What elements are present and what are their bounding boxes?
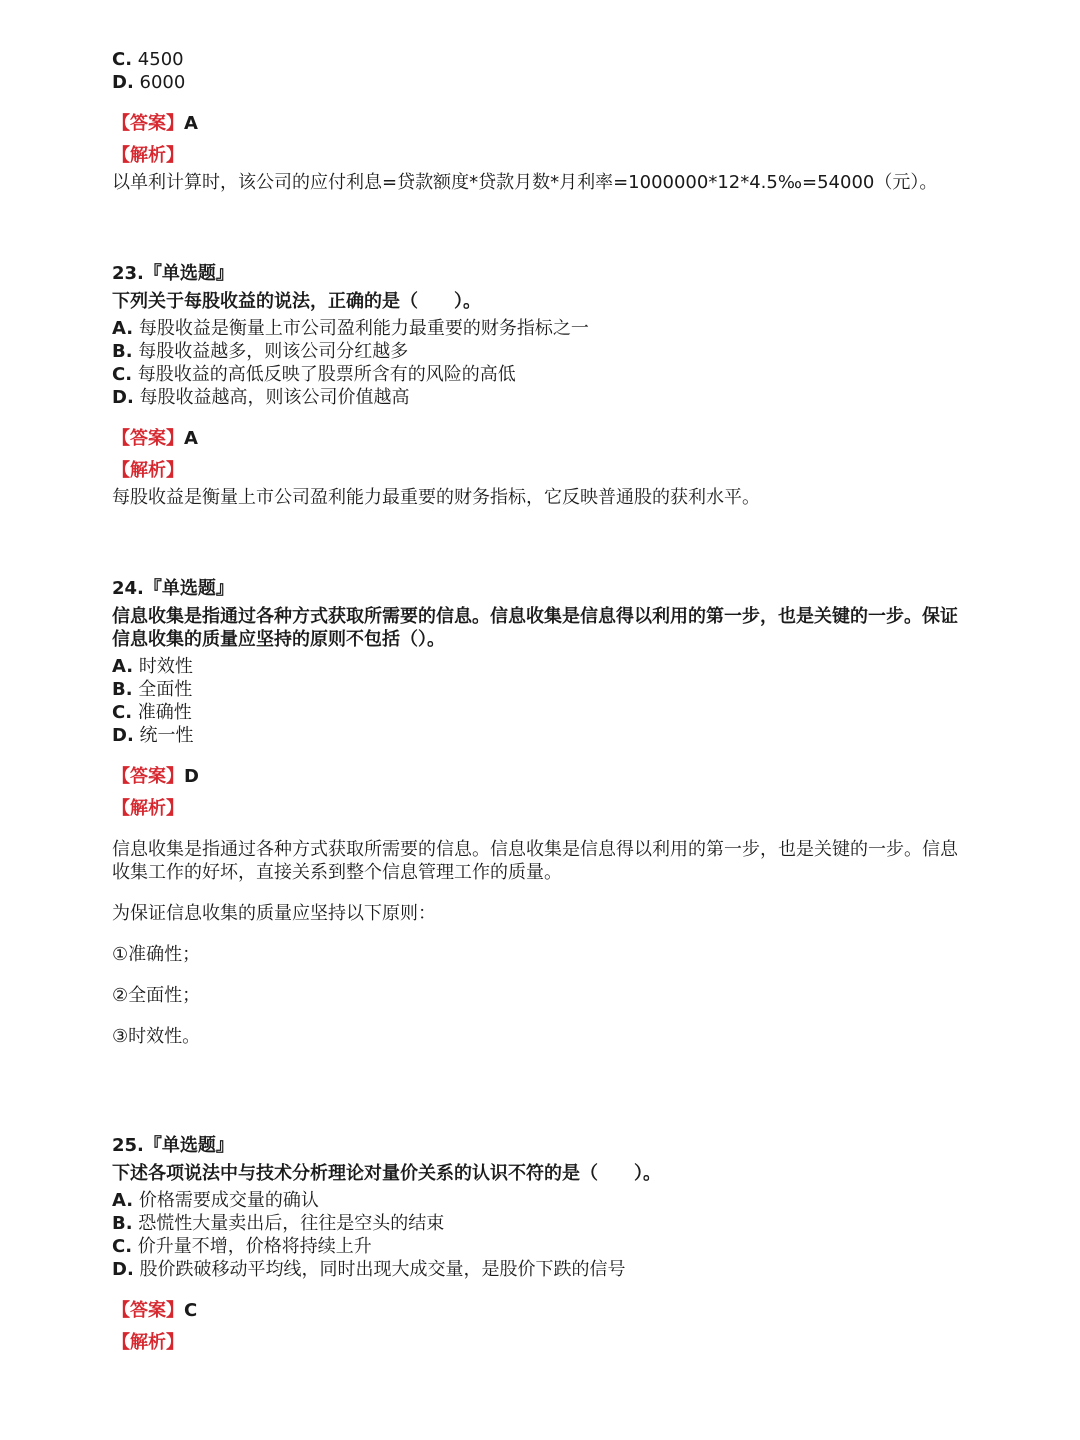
principle-item: ③时效性。 xyxy=(112,1026,201,1047)
explain-label: 【解析】 xyxy=(112,798,184,819)
explain-label: 【解析】 xyxy=(112,1332,184,1353)
option-c: C. 价升量不增，价格将持续上升 xyxy=(112,1236,372,1257)
option-d: D. 股价跌破移动平均线，同时出现大成交量，是股价下跌的信号 xyxy=(112,1259,626,1280)
answer-line xyxy=(112,427,198,450)
question-title: 24.『单选题』 xyxy=(112,578,234,599)
option-b: B. 恐慌性大量卖出后，往往是空头的结束 xyxy=(112,1213,445,1234)
answer-line xyxy=(112,1299,197,1322)
option-a: A. 时效性 xyxy=(112,656,193,677)
question-stem-line-2: 信息收集的质量应坚持的原则不包括（）。 xyxy=(112,629,445,650)
question-stem: 下述各项说法中与技术分析理论对量价关系的认识不符的是（ ）。 xyxy=(112,1163,661,1184)
question-title: 25.『单选题』 xyxy=(112,1135,234,1156)
option-d: D. 6000 xyxy=(112,72,186,93)
document-page xyxy=(112,0,972,1440)
option-b: B. 每股收益越多，则该公司分红越多 xyxy=(112,341,409,362)
principle-item: ①准确性； xyxy=(112,944,201,965)
option-c: C. 每股收益的高低反映了股票所含有的风险的高低 xyxy=(112,364,516,385)
answer-value: D xyxy=(184,766,199,787)
answer-label: 【答案】 xyxy=(112,428,184,449)
explain-line-2: 收集工作的好坏，直接关系到整个信息管理工作的质量。 xyxy=(112,862,562,883)
explain-label: 【解析】 xyxy=(112,145,184,166)
answer-line xyxy=(112,112,198,135)
option-a: A. 每股收益是衡量上市公司盈利能力最重要的财务指标之一 xyxy=(112,318,589,339)
option-c: C. 4500 xyxy=(112,49,184,70)
explain-intro: 为保证信息收集的质量应坚持以下原则： xyxy=(112,903,436,924)
answer-value: A xyxy=(184,428,198,449)
answer-line xyxy=(112,765,199,788)
option-d: D. 统一性 xyxy=(112,725,194,746)
option-a: A. 价格需要成交量的确认 xyxy=(112,1190,319,1211)
question-stem: 下列关于每股收益的说法，正确的是（ ）。 xyxy=(112,291,481,312)
explain-text: 以单利计算时，该公司的应付利息=贷款额度*贷款月数*月利率=1000000*12*4.5‰=54000（元）。 xyxy=(112,172,938,193)
answer-label: 【答案】 xyxy=(112,1300,184,1321)
option-c: C. 准确性 xyxy=(112,702,192,723)
explain-line-1: 信息收集是指通过各种方式获取所需要的信息。信息收集是信息得以利用的第一步，也是关键的一步。信息 xyxy=(112,839,958,860)
answer-label: 【答案】 xyxy=(112,113,184,134)
option-d: D. 每股收益越高，则该公司价值越高 xyxy=(112,387,410,408)
principle-item: ②全面性； xyxy=(112,985,201,1006)
question-stem-line-1: 信息收集是指通过各种方式获取所需要的信息。信息收集是信息得以利用的第一步，也是关键的一步。保证 xyxy=(112,606,958,627)
explain-text: 每股收益是衡量上市公司盈利能力最重要的财务指标，它反映普通股的获利水平。 xyxy=(112,487,760,508)
explain-label: 【解析】 xyxy=(112,460,184,481)
answer-value: A xyxy=(184,113,198,134)
question-title: 23.『单选题』 xyxy=(112,263,234,284)
option-b: B. 全面性 xyxy=(112,679,193,700)
answer-value: C xyxy=(184,1300,198,1321)
answer-label: 【答案】 xyxy=(112,766,184,787)
